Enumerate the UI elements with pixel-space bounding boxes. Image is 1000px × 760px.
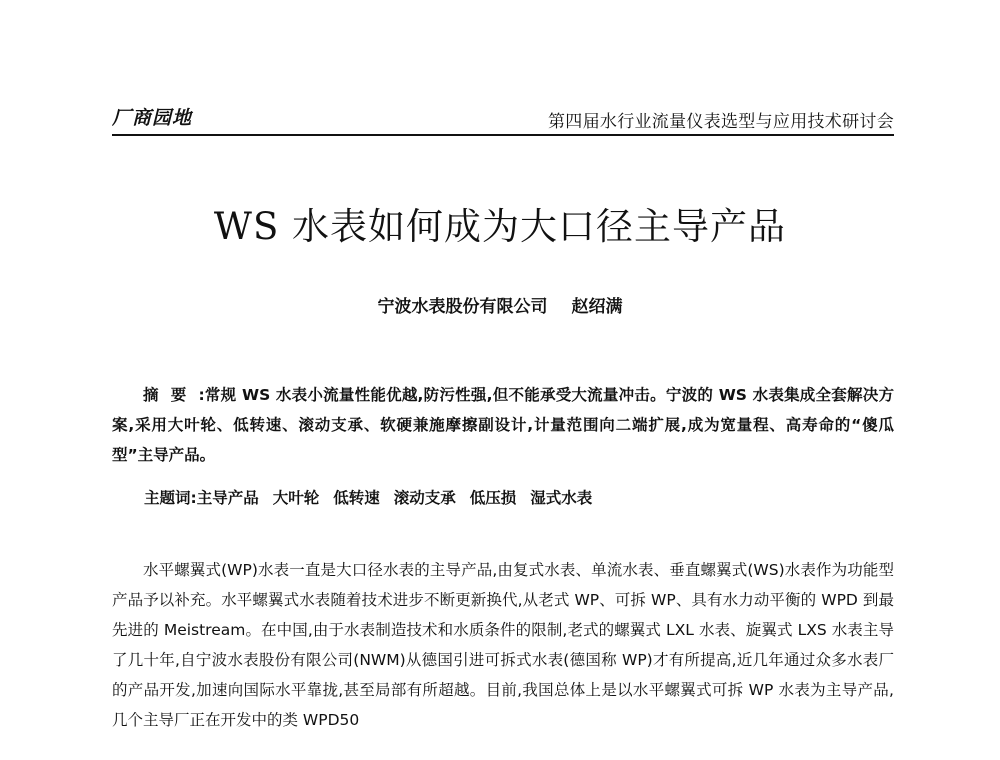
abstract [112, 380, 894, 470]
byline [0, 292, 1000, 317]
running-header [112, 104, 894, 136]
keywords-label: 主题词: [144, 489, 197, 507]
body-paragraph: 水平螺翼式(WP)水表一直是大口径水表的主导产品,由复式水表、单流水表、垂直螺翼式(WS)水表作为功能型产品予以补充。水平螺翼式水表随着技术进步不断更新换代,从老式 WP、可拆 WP、具有水力动平衡的 WPD 到最先进的 Meistream。在中国,由于水表制造技术和水质条件的限制,老式的螺翼式 LXL 水表、旋翼式 LXS 水表主导了几十年,自宁波水表股份有限公司(NWM)从德国引进可拆式水表(德国称 WP)才有所提高,近几年通过众多水表厂的产品开发,加速向国际水平靠拢,甚至局部有所超越。目前,我国总体上是以水平螺翼式可拆 WP 水表为主导产品,几个主导厂正在开发中的类 WPD50 [112, 561, 894, 729]
abstract-text: 常规 WS 水表小流量性能优越,防污性强,但不能承受大流量冲击。宁波的 WS 水表集成全套解决方案,采用大叶轮、低转速、滚动支承、软硬兼施摩擦副设计,计量范围向二端扩展,成为宽量程、高寿命的“傻瓜型”主导产品。 [112, 386, 894, 464]
paper-title: WS 水表如何成为大口径主导产品 [213, 205, 787, 248]
author-name: 赵绍满 [571, 297, 623, 317]
keyword: 主导产品 [196, 489, 259, 507]
author-organization: 宁波水表股份有限公司 [377, 297, 548, 317]
header-section-label: 厂商园地 [112, 107, 193, 129]
keyword: 滚动支承 [393, 489, 456, 507]
abstract-label: 摘要 [143, 386, 199, 404]
keywords [144, 486, 894, 508]
keyword: 大叶轮 [272, 489, 320, 507]
keyword: 湿式水表 [530, 489, 593, 507]
abstract-colon: : [198, 386, 205, 404]
header-conference-title: 第四届水行业流量仪表选型与应用技术研讨会 [548, 112, 894, 132]
keyword: 低压损 [469, 489, 517, 507]
keyword: 低转速 [333, 489, 380, 507]
